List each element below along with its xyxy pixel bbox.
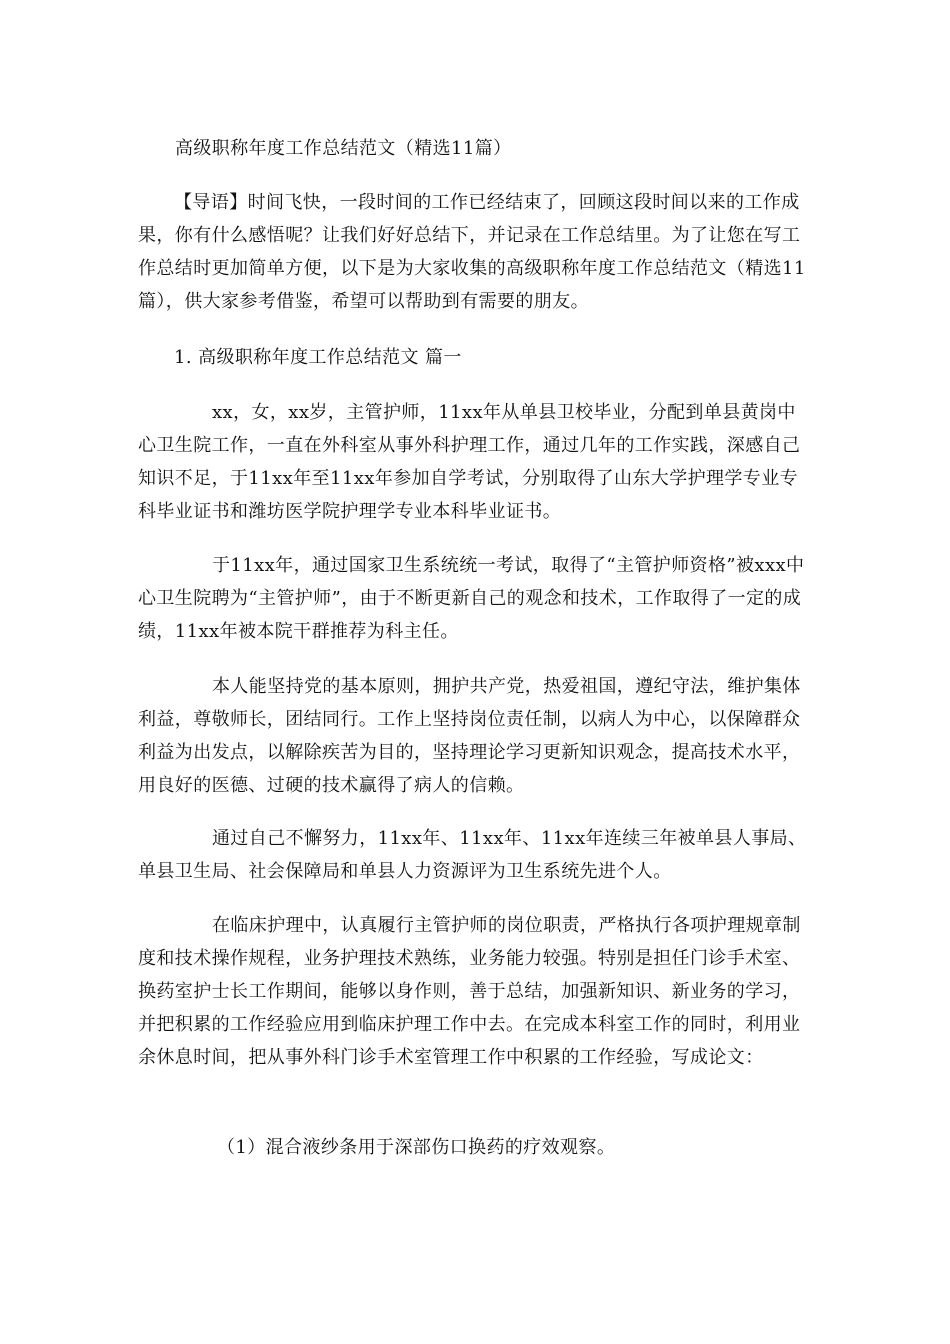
- body-paragraph-4: 通过自己不懈努力，11xx年、11xx年、11xx年连续三年被单县人事局、单县卫生局、社会保障局和单县人力资源评为卫生系统先进个人。: [138, 828, 807, 882]
- intro-paragraph: 【导语】时间飞快，一段时间的工作已经结束了，回顾这段时间以来的工作成果，你有什么感悟呢？让我们好好总结下，并记录在工作总结里。为了让您在写工作总结时更加简单方便，以下是为大家收集的高级职称年度工作总结范文（精选11篇），供大家参考借鉴，希望可以帮助到有需要的朋友。: [138, 192, 806, 312]
- list-item: （1）混合液纱条用于深部伤口换药的疗效观察。: [217, 1137, 616, 1158]
- body-paragraph-1: xx，女，xx岁，主管护师，11xx年从单县卫校毕业，分配到单县黄岗中心卫生院工作，一直在外科室从事外科护理工作，通过几年的工作实践，深感自己知识不足，于11xx年至11xx年参加自学考试，分别取得了山东大学护理学专业专科毕业证书和潍坊医学院护理学专业本科毕业证书。: [138, 402, 801, 522]
- body-paragraph-3: 本人能坚持党的基本原则，拥护共产党，热爱祖国，遵纪守法，维护集体利益，尊敬师长，团结同行。工作上坚持岗位责任制，以病人为中心，以保障群众利益为出发点，以解除疾苦为目的，坚持理论学习更新知识观念，提高技术水平，用良好的医德、过硬的技术赢得了病人的信赖。: [138, 676, 801, 796]
- body-paragraph-5: 在临床护理中，认真履行主管护师的岗位职责，严格执行各项护理规章制度和技术操作规程，业务护理技术熟练，业务能力较强。特别是担任门诊手术室、换药室护士长工作期间，能够以身作则，善于总结，加强新知识、新业务的学习，并把积累的工作经验应用到临床护理工作中去。在完成本科室工作的同时，利用业余休息时间，把从事外科门诊手术室管理工作中积累的工作经验，写成论文：: [138, 915, 801, 1068]
- document-title: 高级职称年度工作总结范文（精选11篇）: [175, 138, 512, 159]
- section-heading: 1. 高级职称年度工作总结范文 篇一: [174, 347, 462, 368]
- body-paragraph-2: 于11xx年，通过国家卫生系统统一考试，取得了“主管护师资格”被xxx中心卫生院聘为“主管护师”，由于不断更新自己的观念和技术，工作取得了一定的成绩，11xx年被本院干群推荐为科主任。: [138, 555, 805, 642]
